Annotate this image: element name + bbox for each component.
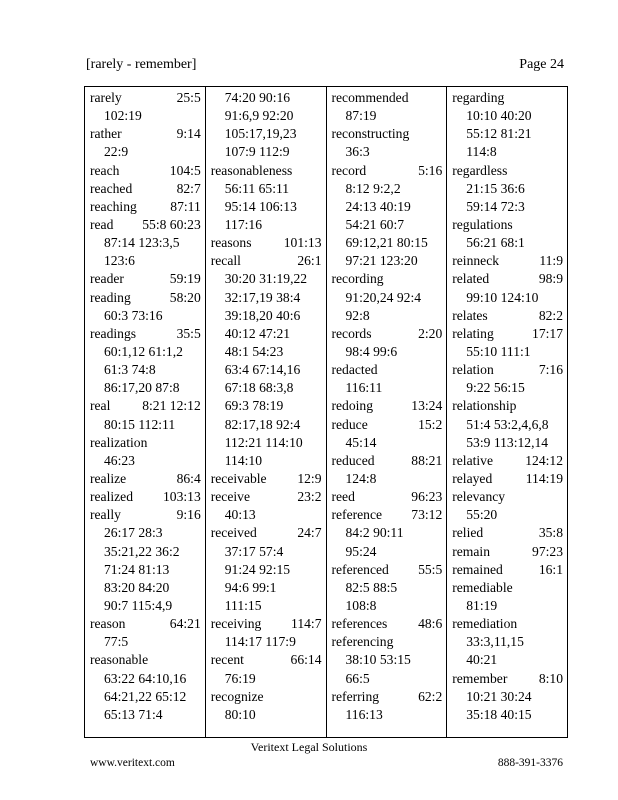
page-line-refs: 88:21: [411, 452, 443, 468]
page-line-refs: 26:17 28:3: [104, 525, 163, 541]
index-entry: [211, 651, 322, 669]
index-term: reason: [90, 616, 126, 632]
index-term: reach: [90, 162, 120, 178]
page-line-refs: 114:17 117:9: [224, 634, 296, 650]
index-term: relevancy: [452, 489, 506, 505]
page-line-refs: 77:5: [104, 634, 129, 650]
page-line-refs: 2:20: [418, 325, 443, 341]
index-term: reed: [331, 489, 355, 505]
footer-website: www.veritext.com: [90, 757, 175, 769]
index-entry: [90, 125, 201, 143]
index-term: relating: [452, 325, 494, 341]
index-term: real: [90, 398, 111, 414]
index-entry: [90, 615, 201, 633]
page-line-refs: 80:15 112:11: [104, 416, 176, 432]
page-line-refs: 69:3 78:19: [224, 398, 284, 414]
page-number: Page 24: [519, 57, 564, 72]
index-term: recent: [210, 652, 244, 668]
page-line-refs: 13:24: [411, 398, 443, 414]
page-line-refs: 60:1,12 61:1,2: [104, 343, 183, 359]
page-line-refs: 9:16: [176, 507, 201, 523]
page-line-refs: 82:7: [176, 180, 201, 196]
page-line-refs: 114:7: [291, 616, 322, 632]
page-line-refs: 21:15 36:6: [466, 180, 525, 196]
word-index-grid: [84, 86, 568, 738]
index-term: redoing: [331, 398, 374, 414]
page-line-refs: 56:21 68:1: [466, 235, 525, 251]
index-term: records: [331, 325, 372, 341]
page-line-refs: 48:6: [418, 616, 443, 632]
index-entry: [211, 162, 322, 180]
index-term: relied: [452, 525, 484, 541]
page-line-refs: 23:2: [297, 489, 322, 505]
index-entry: [90, 289, 201, 307]
index-entry: [332, 561, 443, 579]
page-line-refs: 32:17,19 38:4: [224, 289, 301, 305]
page-line-refs: 16:1: [538, 561, 563, 577]
index-term: remain: [452, 543, 490, 559]
index-entry: [332, 506, 443, 524]
index-entry: [211, 524, 322, 542]
index-term: reader: [90, 271, 124, 287]
index-entry: [90, 162, 201, 180]
index-entry: [332, 89, 443, 107]
page-line-refs: 59:14 72:3: [466, 198, 525, 214]
index-entry: [332, 125, 443, 143]
page-line-refs: 98:4 99:6: [345, 343, 398, 359]
index-term: receivable: [210, 470, 267, 486]
index-entry: [452, 307, 563, 325]
page-line-refs: 46:23: [104, 452, 135, 468]
index-term: regulations: [452, 216, 513, 232]
page-line-refs: 24:7: [297, 525, 322, 541]
index-term: read: [90, 216, 114, 232]
page-line-refs: 91:20,24 92:4: [345, 289, 422, 305]
index-entry: [332, 325, 443, 343]
page-line-refs: 124:8: [345, 470, 377, 486]
index-term: recall: [210, 253, 241, 269]
page-line-refs: 22:9: [104, 144, 129, 160]
index-entry: [332, 452, 443, 470]
page-line-refs: 55:10 111:1: [466, 343, 531, 359]
page-line-refs: 94:6 99:1: [224, 579, 277, 595]
index-entry: [90, 506, 201, 524]
page-line-refs: 92:8: [345, 307, 370, 323]
page-line-refs: 87:14 123:3,5: [104, 235, 180, 251]
index-term: redacted: [331, 362, 378, 378]
page-line-refs: 96:23: [411, 489, 443, 505]
page-line-refs: 8:21 12:12: [142, 398, 201, 414]
index-term: remediable: [452, 579, 513, 595]
page-line-refs: 117:16: [224, 216, 263, 232]
page-line-refs: 58:20: [169, 289, 201, 305]
index-term: realized: [90, 489, 134, 505]
page-line-refs: 74:20 90:16: [224, 90, 291, 105]
index-entry: [332, 397, 443, 415]
page-line-refs: 116:11: [345, 380, 383, 396]
index-entry: [452, 325, 563, 343]
page-line-refs: 39:18,20 40:6: [224, 307, 301, 323]
page-line-refs: 38:10 53:15: [345, 652, 411, 668]
index-term: references: [331, 616, 388, 632]
index-entry: [90, 651, 201, 669]
index-entry: [332, 615, 443, 633]
index-range-header: [rarely - remember]: [86, 57, 197, 72]
page-line-refs: 66:5: [345, 670, 370, 686]
index-entry: [90, 397, 201, 415]
page-line-refs: 26:1: [297, 253, 322, 269]
page-line-refs: 7:16: [538, 362, 563, 378]
index-entry: [332, 416, 443, 434]
index-term: reached: [90, 180, 133, 196]
index-term: relayed: [452, 470, 493, 486]
index-entry: [452, 561, 563, 579]
index-entry: [332, 361, 443, 379]
index-entry: [332, 688, 443, 706]
page-line-refs: 71:24 81:13: [104, 561, 170, 577]
index-entry: [90, 198, 201, 216]
index-entry: [332, 488, 443, 506]
page-line-refs: 63:22 64:10,16: [104, 670, 187, 686]
page-line-refs: 111:15: [224, 597, 262, 613]
page-line-refs: 40:12 47:21: [224, 325, 291, 341]
page-line-refs: 82:17,18 92:4: [224, 416, 301, 432]
page-line-refs: 40:13: [224, 507, 256, 523]
index-term: referring: [331, 688, 380, 704]
page-line-refs: 102:19: [104, 108, 142, 124]
index-term: rather: [90, 126, 122, 142]
page-line-refs: 66:14: [290, 652, 322, 668]
page-line-refs: 103:13: [162, 489, 201, 505]
index-term: regarding: [452, 90, 505, 105]
index-entry: [211, 488, 322, 506]
page-line-refs: 98:9: [538, 271, 563, 287]
page-line-refs: 73:12: [411, 507, 443, 523]
index-entry: [90, 470, 201, 488]
page-line-refs: 62:2: [418, 688, 443, 704]
page-line-refs: 55:12 81:21: [466, 126, 532, 142]
page-line-refs: 86:17,20 87:8: [104, 380, 180, 396]
page-line-refs: 108:8: [345, 597, 377, 613]
index-term: regardless: [452, 162, 508, 178]
page-line-refs: 51:4 53:2,4,6,8: [466, 416, 549, 432]
page-line-refs: 55:8 60:23: [142, 216, 201, 232]
page-line-refs: 87:19: [345, 108, 377, 124]
page-line-refs: 105:17,19,23: [224, 126, 297, 142]
page-line-refs: 15:2: [418, 416, 443, 432]
index-term: readings: [90, 325, 137, 341]
page-line-refs: 56:11 65:11: [224, 180, 290, 196]
page-line-refs: 10:10 40:20: [466, 108, 532, 124]
page-line-refs: 116:13: [345, 706, 383, 722]
page-line-refs: 80:10: [224, 706, 256, 722]
index-entry: [452, 524, 563, 542]
index-column-4: [447, 87, 567, 737]
index-entry: [332, 270, 443, 288]
index-term: recommended: [331, 90, 409, 105]
index-entry: [452, 452, 563, 470]
index-term: referencing: [331, 634, 394, 650]
page-line-refs: 69:12,21 80:15: [345, 235, 428, 251]
index-entry: [452, 579, 563, 597]
index-term: relates: [452, 307, 488, 323]
page-line-refs: 5:16: [418, 162, 443, 178]
page-line-refs: 86:4: [176, 470, 201, 486]
page-line-refs: 99:10 124:10: [466, 289, 539, 305]
page-line-refs: 107:9 112:9: [224, 144, 290, 160]
index-entry: [452, 89, 563, 107]
index-entry: [90, 325, 201, 343]
page-line-refs: 36:3: [345, 144, 370, 160]
page-line-refs: 54:21 60:7: [345, 216, 405, 232]
index-term: reference: [331, 507, 383, 523]
index-entry: [211, 252, 322, 270]
page-line-refs: 95:24: [345, 543, 377, 559]
page-line-refs: 40:21: [466, 652, 498, 668]
index-entry: [452, 543, 563, 561]
page-line-refs: 35:18 40:15: [466, 706, 532, 722]
index-entry: [452, 470, 563, 488]
index-term: remained: [452, 561, 503, 577]
index-term: reasonableness: [210, 162, 293, 178]
index-term: reduced: [331, 452, 375, 468]
index-term: received: [210, 525, 257, 541]
index-entry: [90, 434, 201, 452]
page-line-refs: 81:19: [466, 597, 498, 613]
index-term: realization: [90, 434, 148, 450]
index-entry: [211, 615, 322, 633]
index-entry: [211, 470, 322, 488]
page-line-refs: 9:14: [176, 126, 201, 142]
page-line-refs: 25:5: [176, 90, 201, 105]
page-line-refs: 65:13 71:4: [104, 706, 163, 722]
index-term: referenced: [331, 561, 389, 577]
index-entry: [452, 216, 563, 234]
page-line-refs: 17:17: [532, 325, 563, 341]
page-line-refs: 114:8: [466, 144, 497, 160]
index-term: related: [452, 271, 490, 287]
index-entry: [90, 89, 201, 107]
page-line-refs: 61:3 74:8: [104, 362, 156, 378]
page-line-refs: 9:22 56:15: [466, 380, 525, 396]
index-term: relationship: [452, 398, 517, 414]
index-entry: [452, 397, 563, 415]
index-term: reconstructing: [331, 126, 410, 142]
index-term: recording: [331, 271, 384, 287]
index-column-3: [327, 87, 448, 737]
page-line-refs: 90:7 115:4,9: [104, 597, 173, 613]
page-line-refs: 84:2 90:11: [345, 525, 404, 541]
page-line-refs: 59:19: [169, 271, 201, 287]
page-line-refs: 8:10: [538, 670, 563, 686]
index-term: reading: [90, 289, 131, 305]
page-line-refs: 45:14: [345, 434, 377, 450]
index-term: reinneck: [452, 253, 500, 269]
index-term: reasons: [210, 235, 252, 251]
index-term: realize: [90, 470, 127, 486]
page-line-refs: 12:9: [297, 470, 322, 486]
page-line-refs: 91:6,9 92:20: [224, 108, 294, 124]
index-entry: [90, 216, 201, 234]
index-entry: [452, 252, 563, 270]
index-entry: [452, 615, 563, 633]
page-line-refs: 101:13: [283, 235, 322, 251]
index-column-1: [85, 87, 206, 737]
index-entry: [452, 488, 563, 506]
index-entry: [452, 162, 563, 180]
page-line-refs: 55:5: [418, 561, 443, 577]
index-entry: [452, 670, 563, 688]
index-term: reduce: [331, 416, 368, 432]
index-entry: [211, 234, 322, 252]
page-line-refs: 82:5 88:5: [345, 579, 398, 595]
index-entry: [452, 270, 563, 288]
index-term: receive: [210, 489, 250, 505]
page-line-refs: 30:20 31:19,22: [224, 271, 308, 287]
index-term: reasonable: [90, 652, 149, 668]
index-term: recognize: [210, 688, 264, 704]
page-line-refs: 11:9: [539, 253, 563, 269]
page-line-refs: 53:9 113:12,14: [466, 434, 549, 450]
index-column-2: [206, 87, 327, 737]
index-term: remediation: [452, 616, 518, 632]
page-line-refs: 76:19: [224, 670, 256, 686]
page-line-refs: 114:10: [224, 452, 263, 468]
page-line-refs: 67:18 68:3,8: [224, 380, 294, 396]
page-line-refs: 35:21,22 36:2: [104, 543, 180, 559]
page-line-refs: 124:12: [525, 452, 563, 468]
index-entry: [332, 633, 443, 651]
page-line-refs: 95:14 106:13: [224, 198, 297, 214]
page-line-refs: 48:1 54:23: [224, 343, 284, 359]
index-term: reaching: [90, 198, 137, 214]
page-line-refs: 64:21: [169, 616, 201, 632]
index-entry: [452, 361, 563, 379]
page-line-refs: 114:19: [525, 470, 563, 486]
index-term: relative: [452, 452, 494, 468]
page-line-refs: 10:21 30:24: [466, 688, 532, 704]
footer-company: Veritext Legal Solutions: [250, 740, 368, 754]
index-entry: [90, 488, 201, 506]
page-line-refs: 35:5: [176, 325, 201, 341]
page-line-refs: 87:11: [170, 198, 201, 214]
page-line-refs: 83:20 84:20: [104, 579, 170, 595]
page-line-refs: 64:21,22 65:12: [104, 688, 187, 704]
index-entry: [332, 162, 443, 180]
page-line-refs: 55:20: [466, 507, 498, 523]
index-term: record: [331, 162, 367, 178]
page-line-refs: 60:3 73:16: [104, 307, 163, 323]
index-term: relation: [452, 362, 494, 378]
index-term: rarely: [90, 90, 122, 105]
footer-phone: 888-391-3376: [497, 757, 563, 769]
page-line-refs: 33:3,11,15: [466, 634, 524, 650]
index-entry: [90, 270, 201, 288]
index-term: remember: [452, 670, 508, 686]
index-entry: [90, 180, 201, 198]
page-line-refs: 82:2: [538, 307, 563, 323]
page-line-refs: 24:13 40:19: [345, 198, 411, 214]
page-line-refs: 63:4 67:14,16: [224, 362, 301, 378]
index-entry: [211, 688, 322, 706]
page-line-refs: 97:23: [532, 543, 563, 559]
page-line-refs: 123:6: [104, 253, 135, 269]
page-line-refs: 35:8: [538, 525, 563, 541]
page-line-refs: 91:24 92:15: [224, 561, 291, 577]
page-line-refs: 37:17 57:4: [224, 543, 284, 559]
page-line-refs: 97:21 123:20: [345, 253, 418, 269]
page-line-refs: 8:12 9:2,2: [345, 180, 401, 196]
index-term: really: [90, 507, 121, 523]
page-line-refs: 104:5: [169, 162, 201, 178]
index-term: receiving: [210, 616, 262, 632]
page-line-refs: 112:21 114:10: [224, 434, 303, 450]
